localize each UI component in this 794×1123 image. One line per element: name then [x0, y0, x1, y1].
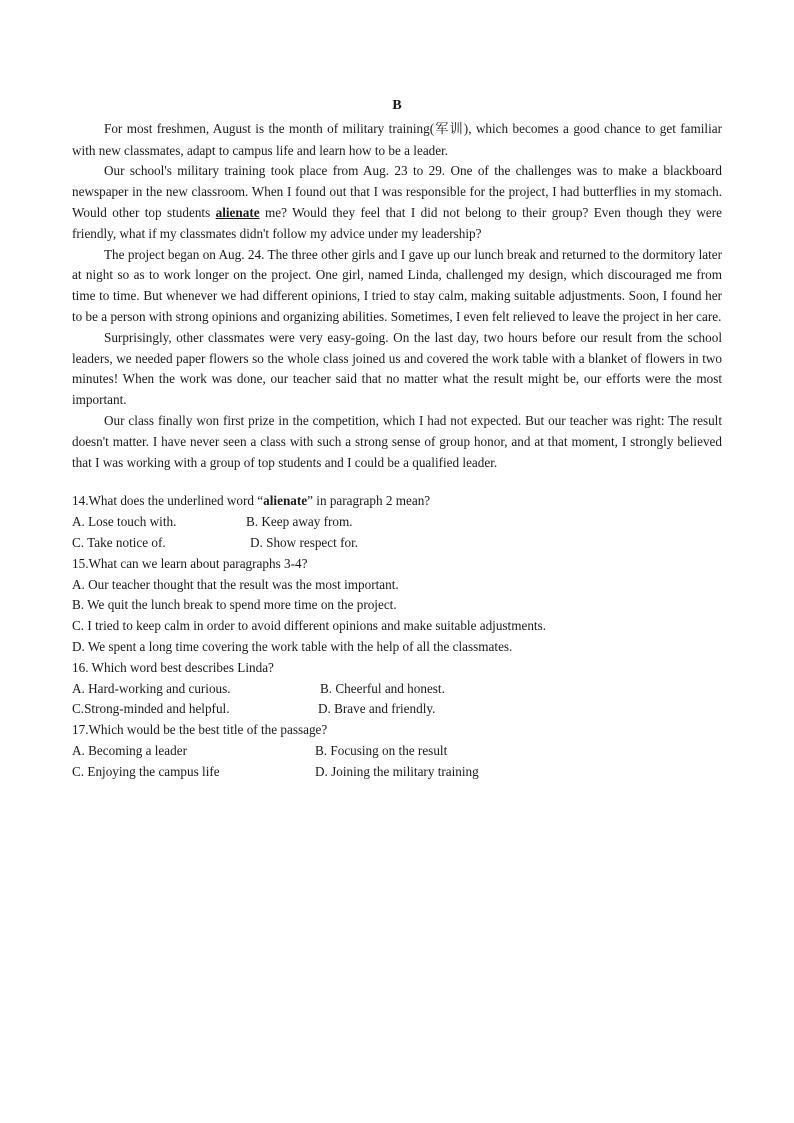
question-16-row-1	[72, 679, 722, 700]
paragraph-2	[72, 161, 722, 244]
question-17-option-a: A. Becoming a leader	[72, 742, 187, 758]
question-16-stem: 16. Which word best describes Linda?	[72, 659, 274, 675]
question-16-option-d: D. Brave and friendly.	[318, 701, 436, 717]
paragraph-1-text-b: ), which becomes a good chance to get familiar with new classmates, adapt to campus life and learn how to be a leader.	[72, 120, 723, 158]
question-16-option-a: A. Hard-working and curious.	[72, 680, 231, 696]
question-15-option-c: C. I tried to keep calm in order to avoid different opinions and make suitable adjustments.	[72, 618, 547, 634]
question-14-stem	[72, 491, 722, 512]
paragraph-1-cjk: 军训	[434, 121, 464, 137]
question-14-row-1	[72, 512, 722, 533]
question-15-option-d: D. We spent a long time covering the work table with the help of all the classmates.	[72, 638, 513, 654]
question-17-option-b: B. Focusing on the result	[315, 742, 448, 758]
paragraph-2-text-a: Our school's military training took place from Aug. 23 to 29. One of the challenges was to make a blackboard newspaper in the new classroom. When I found out that I was responsible for the project, I had butterflies in my stomach. Would other top students	[72, 163, 722, 220]
question-list	[72, 491, 722, 782]
question-15-stem: 15.What can we learn about paragraphs 3-4?	[72, 555, 308, 571]
question-16-option-c: C.Strong-minded and helpful.	[72, 701, 230, 717]
question-17-row-1	[72, 741, 722, 762]
question-16-option-b: B. Cheerful and honest.	[320, 680, 445, 696]
question-14-option-c: C. Take notice of.	[72, 534, 166, 550]
question-17-row-2	[72, 762, 722, 783]
question-14-row-2	[72, 533, 722, 554]
question-15-option-b: B. We quit the lunch break to spend more time on the project.	[72, 597, 397, 613]
question-17-option-d: D. Joining the military training	[315, 763, 479, 779]
question-17-stem: 17.Which would be the best title of the passage?	[72, 722, 328, 738]
question-14-option-b: B. Keep away from.	[246, 514, 353, 530]
paragraph-5: Our class finally won first prize in the competition, which I had not expected. But our teacher was right: The result doesn't matter. I have never seen a class with such a strong sense of group honor, and at that moment, I strongly believed that I was working with a group of top students and I could be a qualified leader.	[72, 412, 722, 470]
paragraph-1	[72, 119, 722, 162]
paragraph-3: The project began on Aug. 24. The three other girls and I gave up our lunch break and returned to the dormitory later at night so as to work longer on the project. One girl, named Linda, challenged my design, which discouraged me from time to time. But whenever we had different opinions, I tried to stay calm, making suitable adjustments. Soon, I found her to be a person with strong opinions and organizing abilities. Sometimes, I even felt relieved to leave the project in her care.	[72, 246, 722, 324]
question-14-stem-a: 14.What does the underlined word “	[72, 493, 264, 509]
paragraph-4: Surprisingly, other classmates were very easy-going. On the last day, two hours before our result from the school leaders, we needed paper flowers so the whole class joined us and covered the work table with a blanket of flowers in two minutes! When the work was done, our teacher said that no matter what the result might be, our efforts were the most important.	[72, 329, 722, 408]
question-17-option-c: C. Enjoying the campus life	[72, 763, 220, 779]
question-14-stem-b: ” in paragraph 2 mean?	[307, 493, 431, 509]
question-14-option-a: A. Lose touch with.	[72, 514, 177, 530]
paragraph-1-text-a: For most freshmen, August is the month of military training(	[104, 120, 435, 136]
paragraph-2-text-b: me? Would they feel that I did not belong to their group? Even though they were friendly, what if my classmates didn't follow my advice under my leadership?	[72, 204, 722, 241]
document-page	[72, 96, 722, 783]
passage-label: B	[392, 98, 402, 113]
underlined-word: alienate	[215, 204, 260, 220]
question-16-row-2	[72, 699, 722, 720]
question-14-word: alienate	[263, 493, 308, 509]
question-15-option-a: A. Our teacher thought that the result was the most important.	[72, 576, 399, 592]
question-14-option-d: D. Show respect for.	[250, 534, 359, 550]
